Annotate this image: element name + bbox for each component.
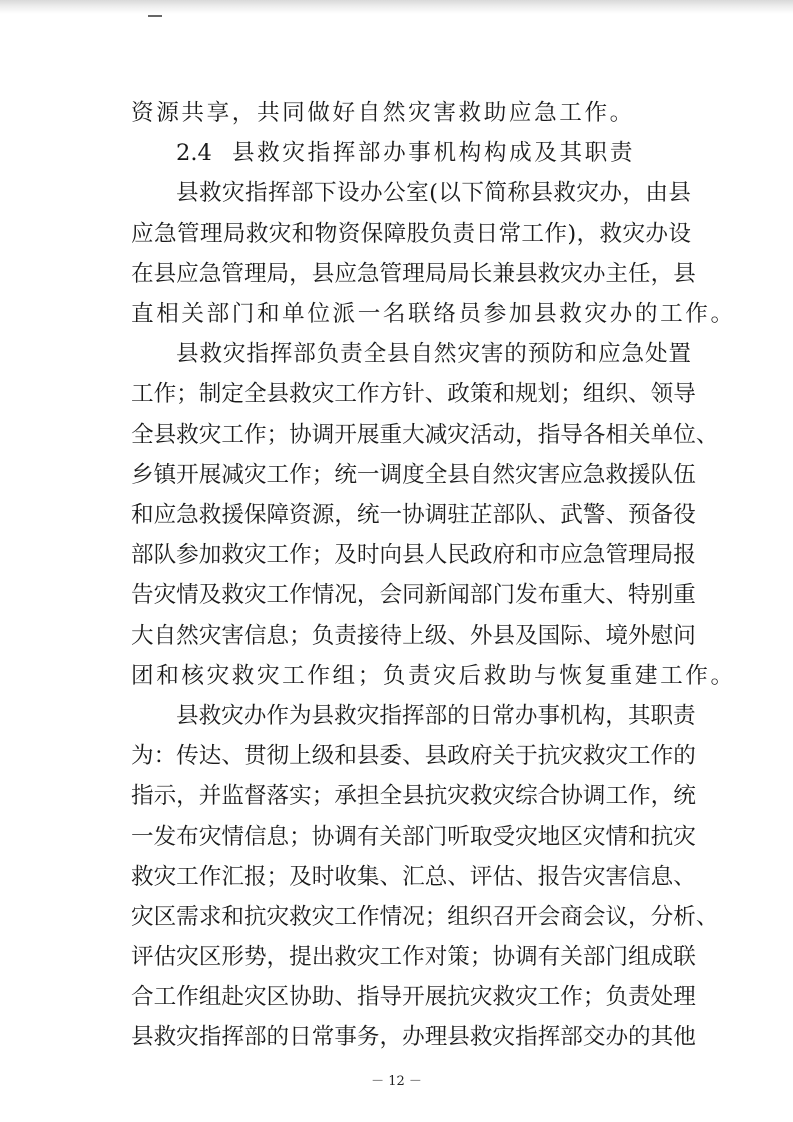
- paragraph-line: 县救灾指挥部的日常事务，办理县救灾指挥部交办的其他: [131, 1024, 696, 1050]
- paragraph-line: 乡镇开展减灾工作；统一调度全县自然灾害应急救援队伍: [131, 462, 696, 488]
- paragraph-line: 大自然灾害信息；负责接待上级、外县及国际、境外慰问: [131, 623, 696, 649]
- section-number: 2.4: [176, 140, 212, 166]
- paragraph-line: 告灾情及救灾工作情况，会同新闻部门发布重大、特别重: [131, 582, 696, 608]
- section-title: 县救灾指挥部办事机构构成及其职责: [231, 140, 636, 166]
- paragraph-line: 县救灾指挥部下设办公室(以下简称县救灾办，由县: [176, 180, 691, 206]
- paragraph-line: 县救灾指挥部负责全县自然灾害的预防和应急处置: [176, 341, 691, 367]
- paragraph-line: 团和核灾救灾工作组；负责灾后救助与恢复重建工作。: [131, 663, 736, 689]
- paragraph-line: 救灾工作汇报；及时收集、汇总、评估、报告灾害信息、: [131, 864, 696, 890]
- paragraph-line: 和应急救援保障资源，统一协调驻芷部队、武警、预备役: [131, 502, 696, 528]
- paragraph-line: 为：传达、贯彻上级和县委、县政府关于抗灾救灾工作的: [131, 743, 696, 769]
- paragraph-line: 在县应急管理局，县应急管理局局长兼县救灾办主任，县: [131, 261, 696, 287]
- paragraph-line: 灾区需求和抗灾救灾工作情况；组织召开会商会议，分析、: [131, 904, 719, 930]
- page-number: － 12 －: [371, 1074, 422, 1089]
- paragraph-line: 部队参加救灾工作；及时向县人民政府和市应急管理局报: [131, 542, 696, 568]
- paragraph-line: 评估灾区形势，提出救灾工作对策；协调有关部门组成联: [131, 944, 696, 970]
- paragraph-line: 工作；制定全县救灾工作方针、政策和规划；组织、领导: [131, 381, 696, 407]
- section-heading: [176, 136, 635, 170]
- paragraph-line: 全县救灾工作；协调开展重大减灾活动，指导各相关单位、: [131, 422, 719, 448]
- paragraph-line: 资源共享，共同做好自然灾害救助应急工作。: [131, 100, 635, 126]
- paragraph-line: 县救灾办作为县救灾指挥部的日常办事机构，其职责: [176, 703, 696, 729]
- paragraph-line: 合工作组赴灾区协助、指导开展抗灾救灾工作；负责处理: [131, 984, 696, 1010]
- paragraph-line: 应急管理局救灾和物资保障股负责日常工作)，救灾办设: [131, 221, 691, 247]
- paragraph-line: 指示，并监督落实；承担全县抗灾救灾综合协调工作，统: [131, 783, 696, 809]
- paragraph-line: 一发布灾情信息；协调有关部门听取受灾地区灾情和抗灾: [131, 824, 696, 850]
- paragraph-line: 直相关部门和单位派一名联络员参加县救灾办的工作。: [131, 301, 736, 327]
